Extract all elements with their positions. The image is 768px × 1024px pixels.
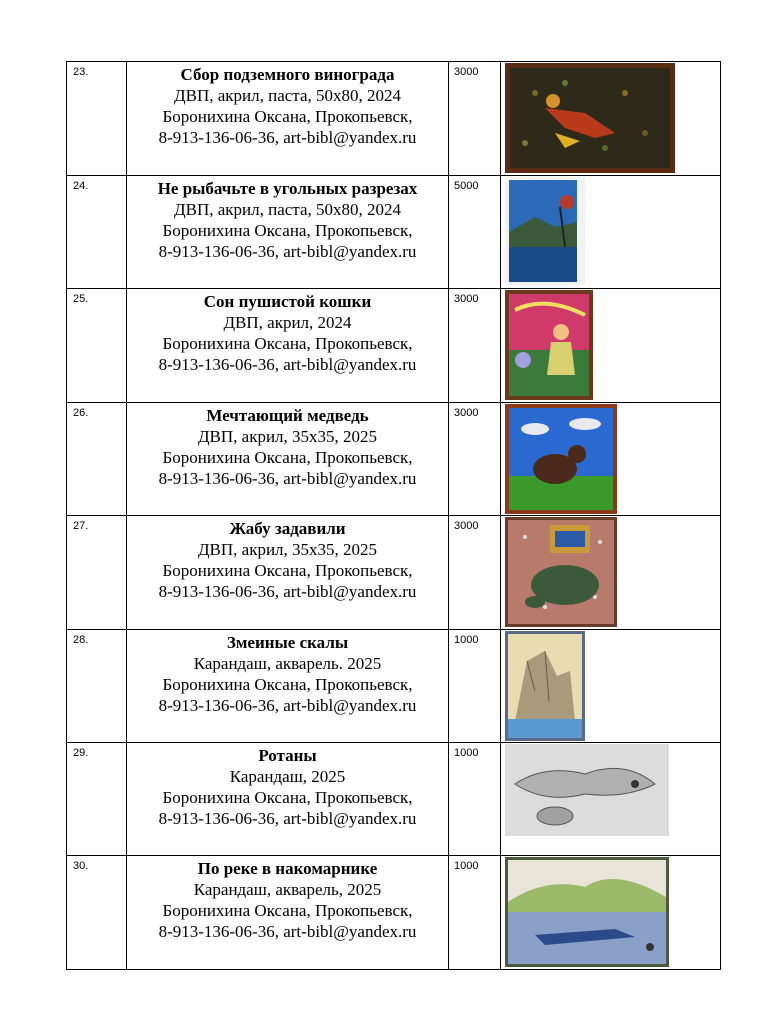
artwork-details: ДВП, акрил, паста, 50x80, 2024 (174, 86, 401, 105)
artwork-author: Боронихина Оксана, Прокопьевск, (162, 675, 413, 694)
artwork-author: Боронихина Оксана, Прокопьевск, (162, 334, 413, 353)
artwork-price: 3000 (449, 516, 501, 630)
artwork-image-cell (501, 62, 721, 176)
artwork-image-cell (501, 743, 721, 856)
artwork-thumbnail (505, 63, 720, 173)
row-number: 30. (67, 856, 127, 970)
artwork-contacts: 8-913-136-06-36, art-bibl@yandex.ru (158, 469, 417, 488)
artwork-details: ДВП, акрил, 35x35, 2025 (197, 427, 378, 446)
artwork-contacts: 8-913-136-06-36, art-bibl@yandex.ru (158, 355, 417, 374)
table-row (67, 743, 721, 856)
artwork-title: Жабу задавили (229, 519, 346, 538)
artwork-price: 1000 (449, 743, 501, 856)
table-row (67, 516, 721, 630)
row-number: 26. (67, 403, 127, 516)
row-number: 24. (67, 176, 127, 289)
artwork-thumbnail (505, 631, 720, 741)
artwork-image-cell (501, 630, 721, 743)
artwork-description (127, 403, 449, 516)
artwork-author: Боронихина Оксана, Прокопьевск, (162, 107, 413, 126)
artwork-title: Сбор подземного винограда (180, 65, 395, 84)
artwork-thumbnail (505, 857, 720, 967)
artwork-image-cell (501, 516, 721, 630)
row-number: 29. (67, 743, 127, 856)
artwork-details: Карандаш, акварель. 2025 (193, 654, 382, 673)
table-row (67, 856, 721, 970)
artwork-thumbnail (505, 404, 720, 514)
table-row (67, 176, 721, 289)
artwork-title: Не рыбачьте в угольных разрезах (157, 179, 418, 198)
artwork-contacts: 8-913-136-06-36, art-bibl@yandex.ru (158, 696, 417, 715)
artwork-contacts: 8-913-136-06-36, art-bibl@yandex.ru (158, 128, 417, 147)
artwork-thumbnail (505, 177, 720, 285)
artwork-description (127, 856, 449, 970)
artwork-image-cell (501, 289, 721, 403)
artwork-contacts: 8-913-136-06-36, art-bibl@yandex.ru (158, 809, 417, 828)
artwork-contacts: 8-913-136-06-36, art-bibl@yandex.ru (158, 922, 417, 941)
artwork-price: 5000 (449, 176, 501, 289)
artwork-description (127, 516, 449, 630)
artwork-description (127, 176, 449, 289)
artwork-description (127, 630, 449, 743)
artwork-contacts: 8-913-136-06-36, art-bibl@yandex.ru (158, 582, 417, 601)
artwork-title: Змеиные скалы (226, 633, 349, 652)
row-number: 27. (67, 516, 127, 630)
artwork-author: Боронихина Оксана, Прокопьевск, (162, 561, 413, 580)
artwork-author: Боронихина Оксана, Прокопьевск, (162, 788, 413, 807)
artwork-title: Мечтающий медведь (206, 406, 369, 425)
artwork-thumbnail (505, 744, 720, 836)
artwork-price: 3000 (449, 289, 501, 403)
artwork-title: Сон пушистой кошки (203, 292, 372, 311)
artwork-image-cell (501, 176, 721, 289)
artwork-price: 1000 (449, 856, 501, 970)
artwork-image-cell (501, 403, 721, 516)
artwork-author: Боронихина Оксана, Прокопьевск, (162, 448, 413, 467)
artwork-details: Карандаш, 2025 (229, 767, 346, 786)
row-number: 25. (67, 289, 127, 403)
artwork-price: 3000 (449, 403, 501, 516)
artwork-thumbnail (505, 290, 720, 400)
artwork-description (127, 62, 449, 176)
artwork-title: По реке в накомарнике (197, 859, 378, 878)
artwork-author: Боронихина Оксана, Прокопьевск, (162, 901, 413, 920)
artwork-details: ДВП, акрил, 2024 (223, 313, 352, 332)
table-row (67, 630, 721, 743)
artwork-price: 1000 (449, 630, 501, 743)
artwork-details: Карандаш, акварель, 2025 (193, 880, 382, 899)
artwork-thumbnail (505, 517, 720, 627)
artwork-description (127, 289, 449, 403)
artwork-author: Боронихина Оксана, Прокопьевск, (162, 221, 413, 240)
table-row (67, 62, 721, 176)
artwork-title: Ротаны (258, 746, 317, 765)
artwork-contacts: 8-913-136-06-36, art-bibl@yandex.ru (158, 242, 417, 261)
artwork-details: ДВП, акрил, 35x35, 2025 (197, 540, 378, 559)
table-row (67, 289, 721, 403)
artwork-table (66, 61, 721, 970)
artwork-description (127, 743, 449, 856)
table-row (67, 403, 721, 516)
row-number: 28. (67, 630, 127, 743)
artwork-image-cell (501, 856, 721, 970)
artwork-price: 3000 (449, 62, 501, 176)
row-number: 23. (67, 62, 127, 176)
artwork-details: ДВП, акрил, паста, 50x80, 2024 (174, 200, 401, 219)
